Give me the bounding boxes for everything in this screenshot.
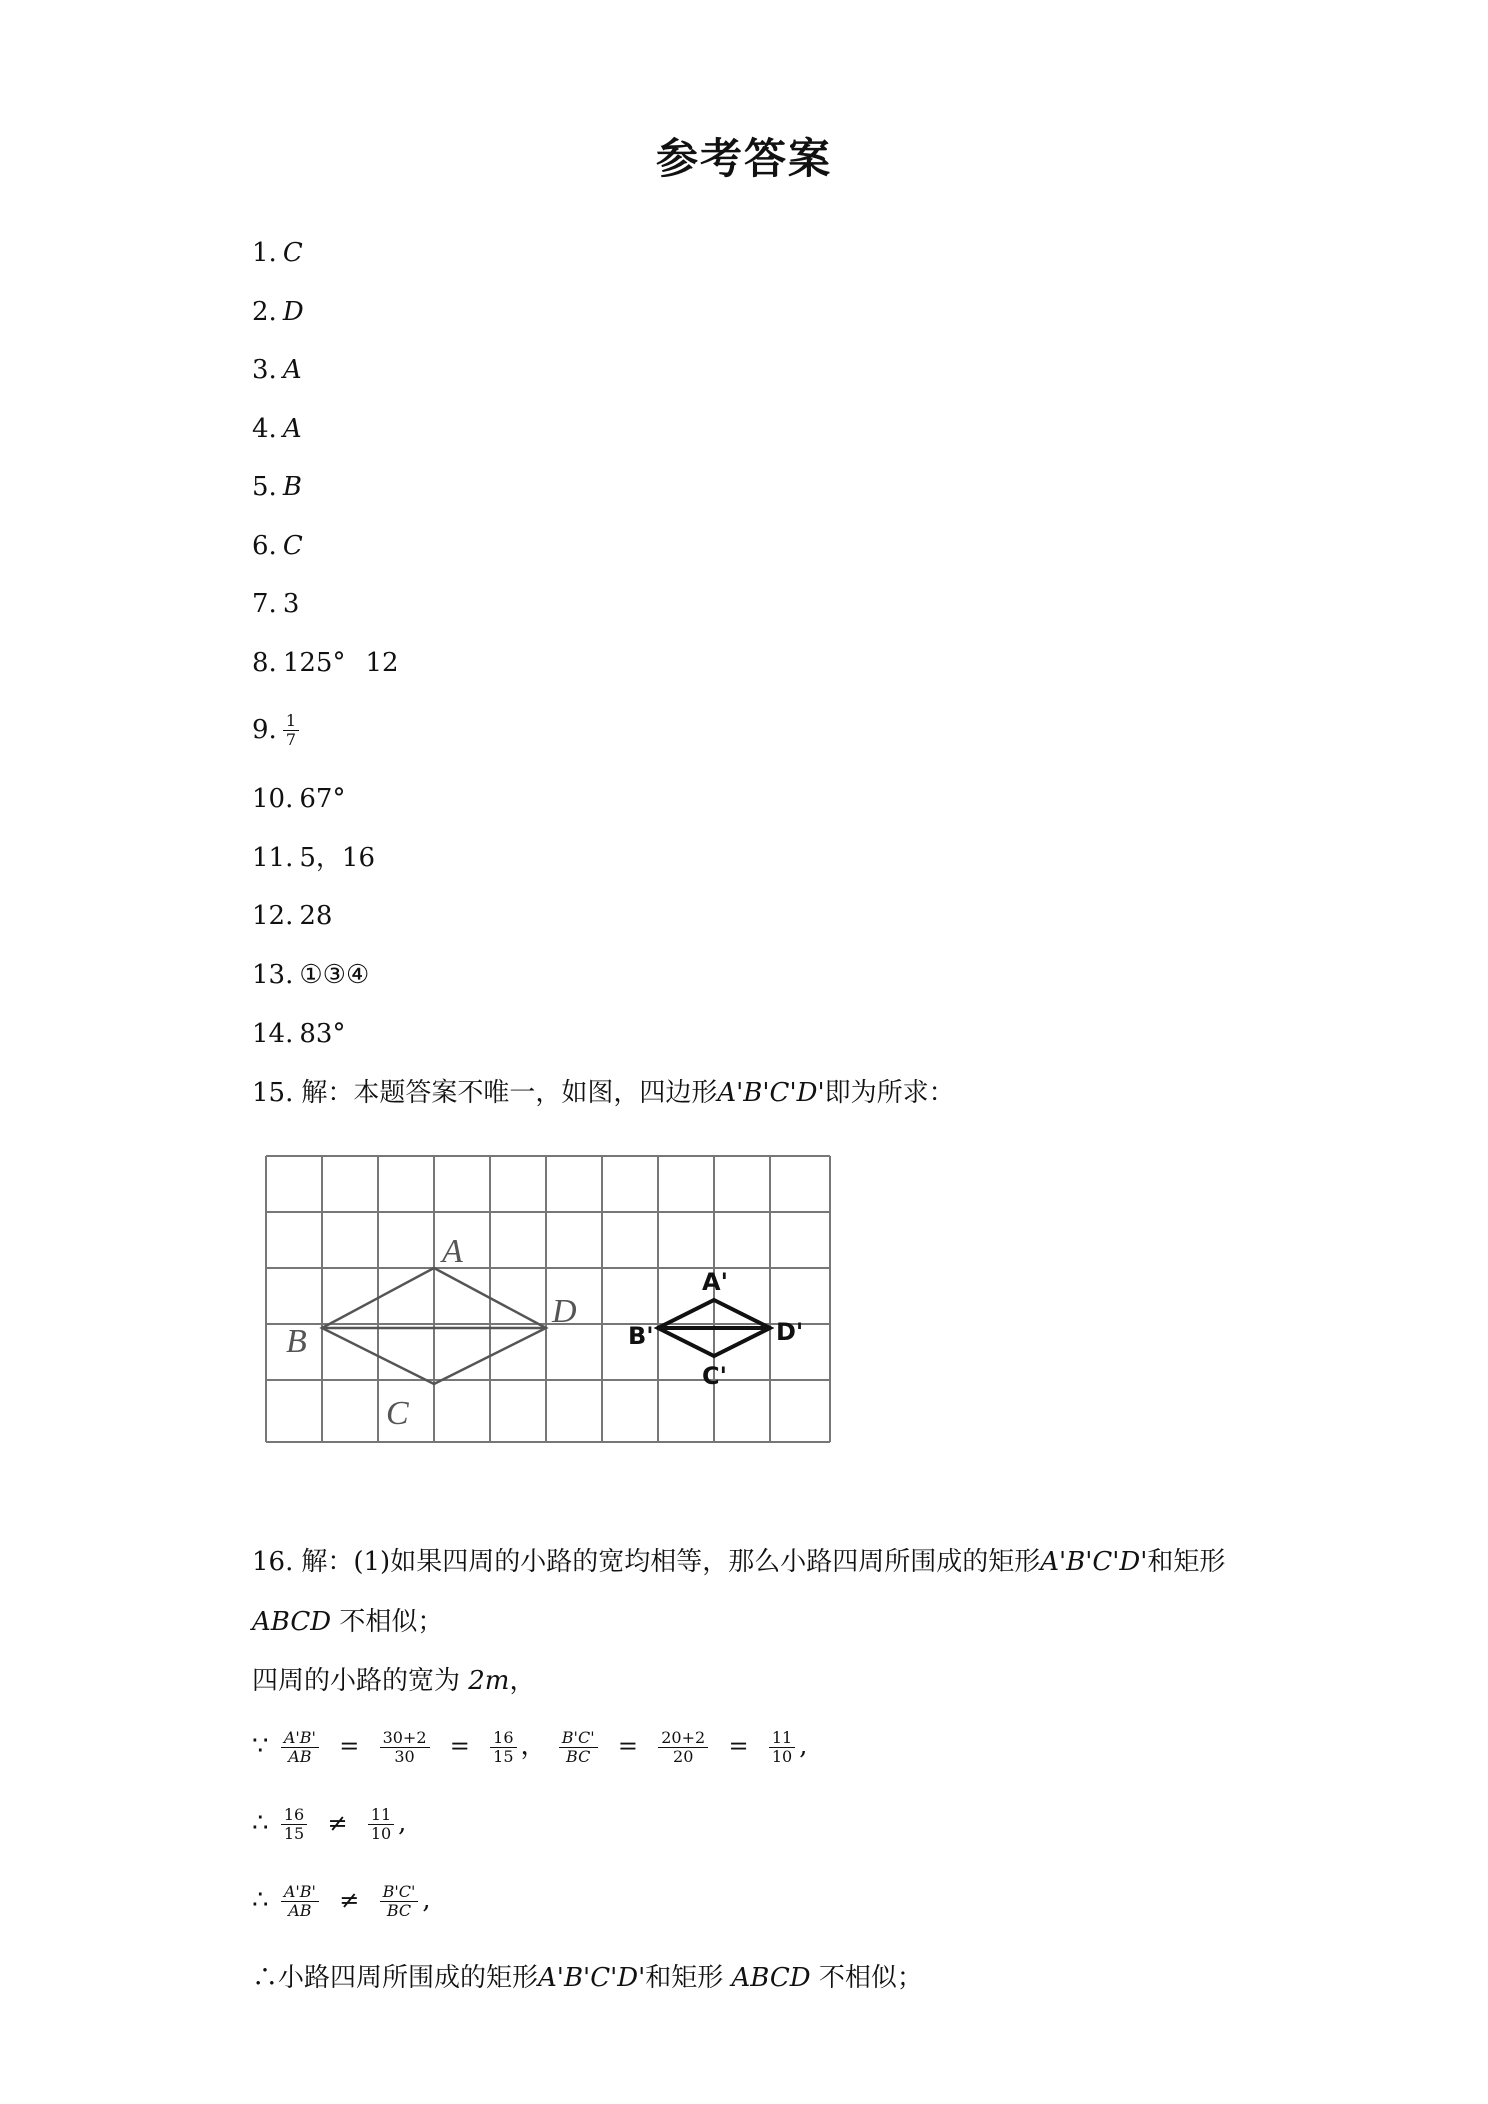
answer-item: 7. 3 xyxy=(252,589,300,619)
answer-item: 4. A xyxy=(252,414,302,444)
answer-item: 14. 83° xyxy=(252,1019,346,1049)
question-16-conclusion: ∴小路四周所围成的矩形A'B'C'D'和矩形 ABCD 不相似； xyxy=(252,1963,923,1993)
label-d-prime: D' xyxy=(776,1318,804,1346)
label-a: A xyxy=(442,1233,463,1270)
question-16-line3: 四周的小路的宽为 2m， xyxy=(252,1666,536,1696)
answer-item: 11. 5，16 xyxy=(252,843,375,873)
label-b-prime: B' xyxy=(628,1322,654,1350)
answer-item: 6. C xyxy=(252,531,303,561)
label-d: D xyxy=(552,1293,577,1330)
question-16-line2: ABCD 不相似； xyxy=(252,1607,444,1637)
answer-item: 3. A xyxy=(252,355,302,385)
answer-item: 5. B xyxy=(252,472,302,502)
answer-item: 9. $\frac{1}{7}$ xyxy=(252,712,303,749)
grid-lines xyxy=(266,1156,830,1442)
label-b: B xyxy=(286,1323,307,1360)
answer-item: 1. C xyxy=(252,238,303,268)
question-16-ratio-line: ∵ $\frac{A'B'}{AB}$ = $\frac{30+2}{30}$ = $\frac{16}{15}$ ， $\frac{B'C'}{BC}$ = $\frac{20+2}{20}$ = $\frac{11}{10}$ , xyxy=(252,1727,808,1766)
label-a-prime: A' xyxy=(702,1268,728,1296)
question-15-text: 15. 解：本题答案不唯一，如图，四边形A'B'C'D'即为所求： xyxy=(252,1078,955,1108)
answer-item: 13. ①③④ xyxy=(252,960,370,990)
question-16-neq-line1: ∴ $\frac{16}{15}$ ≠ $\frac{11}{10}$ , xyxy=(252,1804,407,1843)
label-c-prime: C' xyxy=(702,1362,727,1390)
question-16-line1: 16. 解：(1)如果四周的小路的宽均相等，那么小路四周所围成的矩形A'B'C'D'和矩形 xyxy=(252,1547,1226,1577)
answer-item: 10. 67° xyxy=(252,784,346,814)
answer-item: 8. 125° 12 xyxy=(252,648,399,678)
question-16-neq-line2: ∴ $\frac{A'B'}{AB}$ ≠ $\frac{B'C'}{BC}$ , xyxy=(252,1881,431,1920)
page-title: 参考答案 xyxy=(655,134,832,183)
answer-item: 12. 28 xyxy=(252,901,333,931)
answer-item: 2. D xyxy=(252,297,304,327)
grid-figure xyxy=(262,1152,834,1452)
label-c: C xyxy=(386,1395,409,1432)
